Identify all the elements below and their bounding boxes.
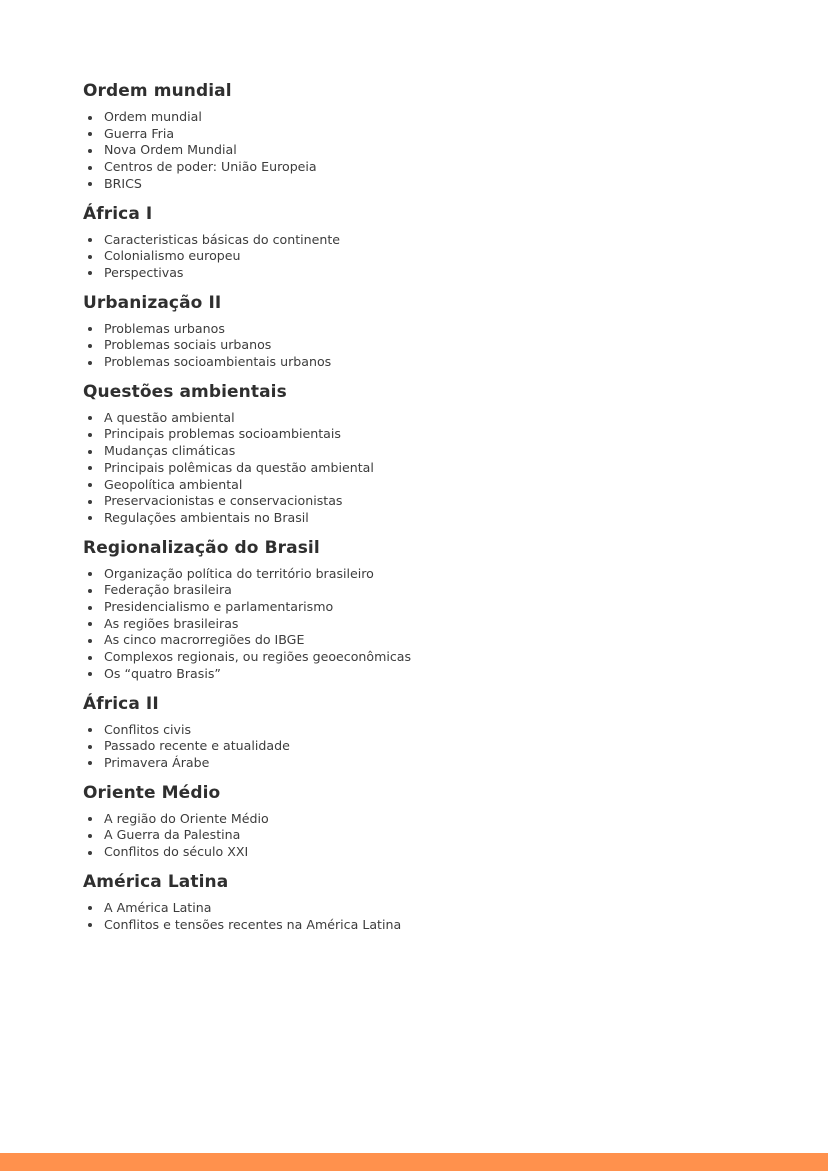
list-item: BRICS [83,176,763,193]
bullet-icon [88,728,92,732]
list-item: Caracteristicas básicas do continente [83,232,763,249]
bullet-icon [88,761,92,765]
section-ordem-mundial [83,79,763,193]
bullet-icon [88,149,92,153]
section-regionalizacao-do-brasil [83,536,763,683]
list-item: Conflitos e tensões recentes na América Latina [83,917,763,934]
list-item: Centros de poder: União Europeia [83,159,763,176]
bullet-icon [88,817,92,821]
document-page [83,79,763,933]
section-heading: América Latina [83,871,229,892]
section-heading: Questões ambientais [83,381,287,402]
topic-list [83,722,763,772]
bullet-icon [88,433,92,437]
list-item: Geopolítica ambiental [83,477,763,494]
bullet-icon [88,906,92,910]
bullet-icon [88,745,92,749]
list-item: Complexos regionais, ou regiões geoeconômicas [83,649,763,666]
section-africa-ii [83,692,763,772]
list-item: Principais problemas socioambientais [83,426,763,443]
list-item: Principais polêmicas da questão ambiental [83,460,763,477]
bullet-icon [88,116,92,120]
bullet-icon [88,572,92,576]
list-item: Regulações ambientais no Brasil [83,510,763,527]
list-item: Preservacionistas e conservacionistas [83,493,763,510]
list-item: Nova Ordem Mundial [83,142,763,159]
list-item: Problemas urbanos [83,321,763,338]
bullet-icon [88,483,92,487]
list-item: Primavera Árabe [83,755,763,772]
bullet-icon [88,834,92,838]
list-item: A Guerra da Palestina [83,827,763,844]
section-heading: Ordem mundial [83,81,232,101]
section-heading: África I [83,203,153,224]
list-item: A América Latina [83,900,763,917]
list-item: A questão ambiental [83,410,763,427]
list-item: Federação brasileira [83,582,763,599]
list-item: Organização política do território brasileiro [83,566,763,583]
list-item: Problemas sociais urbanos [83,337,763,354]
list-item: Problemas socioambientais urbanos [83,354,763,371]
bullet-icon [88,466,92,470]
section-oriente-medio [83,781,763,861]
bullet-icon [88,516,92,520]
list-item: A região do Oriente Médio [83,811,763,828]
section-heading: África II [83,693,159,714]
section-gap [83,772,763,781]
topic-list [83,900,763,933]
list-item: Os “quatro Brasis” [83,666,763,683]
section-africa-i [83,202,763,282]
list-item: As regiões brasileiras [83,616,763,633]
section-gap [83,683,763,692]
section-urbanizacao-ii [83,291,763,371]
section-heading: Oriente Médio [83,782,221,803]
bullet-icon [88,344,92,348]
section-heading: Urbanização II [83,292,222,313]
bullet-icon [88,132,92,136]
bullet-icon [88,639,92,643]
bullet-icon [88,416,92,420]
list-item: Conflitos civis [83,722,763,739]
bullet-icon [88,271,92,275]
bullet-icon [88,255,92,259]
bullet-icon [88,238,92,242]
topic-list [83,232,763,282]
section-gap [83,861,763,870]
topic-list [83,410,763,527]
list-item: Passado recente e atualidade [83,738,763,755]
bullet-icon [88,500,92,504]
list-item: Mudanças climáticas [83,443,763,460]
bullet-icon [88,656,92,660]
bullet-icon [88,450,92,454]
bullet-icon [88,606,92,610]
list-item: Perspectivas [83,265,763,282]
bullet-icon [88,166,92,170]
section-america-latina [83,870,763,933]
section-gap [83,193,763,202]
bullet-icon [88,361,92,365]
bullet-icon [88,327,92,331]
section-gap [83,527,763,536]
list-item: Guerra Fria [83,126,763,143]
section-questoes-ambientais [83,380,763,527]
list-item: Ordem mundial [83,109,763,126]
list-item: Colonialismo europeu [83,248,763,265]
topic-list [83,811,763,861]
list-item: Conflitos do século XXI [83,844,763,861]
list-item: As cinco macrorregiões do IBGE [83,632,763,649]
section-gap [83,282,763,291]
section-gap [83,371,763,380]
bullet-icon [88,851,92,855]
section-heading: Regionalização do Brasil [83,537,320,558]
bullet-icon [88,589,92,593]
topic-list [83,109,763,193]
bullet-icon [88,622,92,626]
bullet-icon [88,923,92,927]
bullet-icon [88,182,92,186]
topic-list [83,566,763,683]
list-item: Presidencialismo e parlamentarismo [83,599,763,616]
footer-accent-bar [0,1153,828,1171]
topic-list [83,321,763,371]
bullet-icon [88,672,92,676]
